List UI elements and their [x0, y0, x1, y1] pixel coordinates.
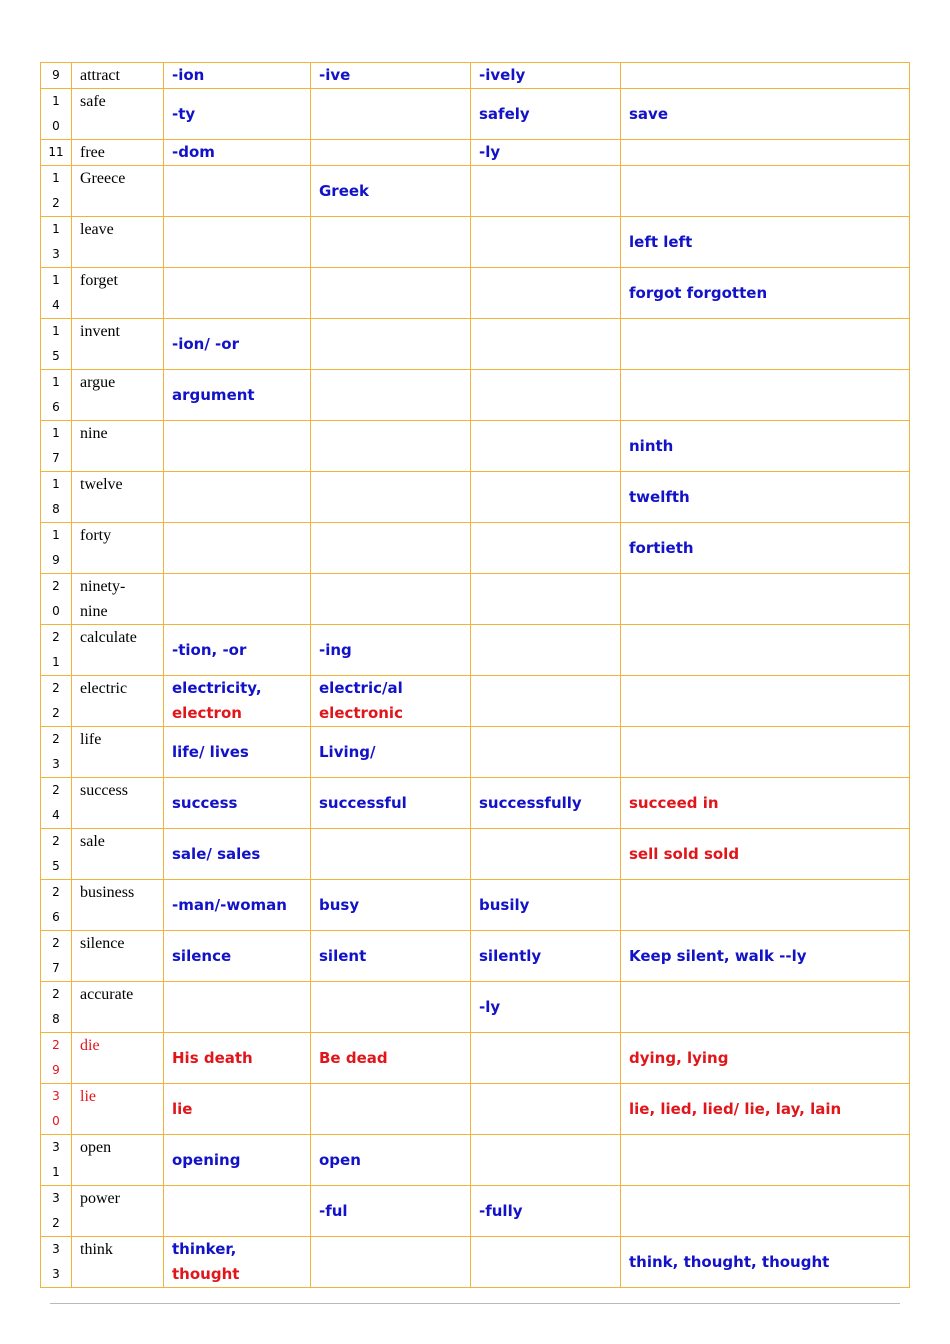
- base-word: open: [72, 1135, 164, 1186]
- row-number-digit: 3: [52, 757, 60, 771]
- form-cell-c1: [164, 472, 311, 523]
- form-cell-c1: [164, 1237, 311, 1288]
- row-number-digit: 4: [52, 808, 60, 822]
- row-number-digit: 1: [52, 1165, 60, 1179]
- row-number-digit: 3: [52, 1191, 60, 1205]
- table-row: [41, 268, 910, 319]
- row-number-digit: 3: [52, 1242, 60, 1256]
- row-number: [41, 1033, 72, 1084]
- form-cell-c4: [621, 140, 910, 166]
- footer-divider: [50, 1303, 900, 1304]
- form-cell-c3: [471, 676, 621, 727]
- form-text: -man/-woman: [172, 895, 287, 914]
- row-number-digit: 1: [52, 375, 60, 389]
- base-word: business: [72, 880, 164, 931]
- form-cell-c2: [311, 140, 471, 166]
- form-text: busily: [479, 895, 530, 914]
- form-text: Greek: [319, 181, 370, 200]
- form-cell-c3: [471, 268, 621, 319]
- form-cell-c1: [164, 1084, 311, 1135]
- form-cell-c2: [311, 778, 471, 829]
- base-word: argue: [72, 370, 164, 421]
- form-cell-c2: [311, 931, 471, 982]
- table-row: [41, 421, 910, 472]
- form-cell-c2: [311, 727, 471, 778]
- row-number-digit: 1: [52, 273, 60, 287]
- row-number: [41, 931, 72, 982]
- form-text: opening: [172, 1150, 241, 1169]
- form-text: left left: [629, 232, 693, 251]
- table-row: [41, 140, 910, 166]
- row-number-digit: 0: [52, 119, 60, 133]
- form-cell-c4: [621, 574, 910, 625]
- form-cell-c2: [311, 472, 471, 523]
- form-cell-c1: [164, 880, 311, 931]
- form-text: busy: [319, 895, 360, 914]
- base-word: power: [72, 1186, 164, 1237]
- row-number-digit: 9: [52, 553, 60, 567]
- form-cell-c2: [311, 421, 471, 472]
- row-number-digit: 2: [52, 834, 60, 848]
- base-word: think: [72, 1237, 164, 1288]
- form-cell-c4: [621, 1084, 910, 1135]
- row-number: [41, 89, 72, 140]
- table-row: [41, 625, 910, 676]
- form-text: -ly: [479, 997, 501, 1016]
- table-row: [41, 1237, 910, 1288]
- table-row: [41, 727, 910, 778]
- form-cell-c3: [471, 523, 621, 574]
- form-text: open: [319, 1150, 361, 1169]
- form-cell-c2: [311, 268, 471, 319]
- form-cell-c3: [471, 1084, 621, 1135]
- form-text-secondary: electron: [172, 704, 242, 722]
- table-row: [41, 829, 910, 880]
- row-number: [41, 1237, 72, 1288]
- row-number-digit: 3: [52, 1089, 60, 1103]
- form-cell-c3: [471, 217, 621, 268]
- row-number-digit: 6: [52, 910, 60, 924]
- form-text: thinker,: [172, 1240, 237, 1258]
- form-cell-c2: [311, 1033, 471, 1084]
- row-number-digit: 3: [52, 247, 60, 261]
- form-cell-c2: [311, 676, 471, 727]
- form-cell-c4: [621, 982, 910, 1033]
- form-cell-c3: [471, 727, 621, 778]
- table-row: [41, 1033, 910, 1084]
- row-number: [41, 880, 72, 931]
- row-number: [41, 625, 72, 676]
- row-number-digit: 2: [52, 579, 60, 593]
- form-cell-c3: [471, 421, 621, 472]
- form-text-secondary: thought: [172, 1265, 240, 1283]
- row-number-digit: 1: [52, 171, 60, 185]
- form-cell-c1: [164, 829, 311, 880]
- row-number: [41, 319, 72, 370]
- table-row: [41, 1186, 910, 1237]
- form-text: sale/ sales: [172, 844, 261, 863]
- row-number-digit: 2: [52, 885, 60, 899]
- form-cell-c2: [311, 1186, 471, 1237]
- form-cell-c3: [471, 880, 621, 931]
- form-text: twelfth: [629, 487, 690, 506]
- form-text: save: [629, 104, 669, 123]
- form-cell-c4: [621, 778, 910, 829]
- base-word: forty: [72, 523, 164, 574]
- form-cell-c1: [164, 140, 311, 166]
- form-cell-c1: [164, 625, 311, 676]
- form-cell-c1: [164, 89, 311, 140]
- base-word: nine: [72, 421, 164, 472]
- row-number-digit: 11: [48, 145, 64, 159]
- form-text: His death: [172, 1048, 253, 1067]
- form-cell-c1: [164, 1135, 311, 1186]
- row-number-digit: 2: [52, 732, 60, 746]
- base-word: forget: [72, 268, 164, 319]
- row-number-digit: 1: [52, 655, 60, 669]
- form-cell-c1: [164, 421, 311, 472]
- row-number: [41, 421, 72, 472]
- table-row: [41, 319, 910, 370]
- form-cell-c3: [471, 140, 621, 166]
- row-number: [41, 472, 72, 523]
- table-row: [41, 982, 910, 1033]
- row-number: [41, 676, 72, 727]
- form-cell-c4: [621, 268, 910, 319]
- form-cell-c2: [311, 89, 471, 140]
- form-text: -ing: [319, 640, 352, 659]
- form-cell-c3: [471, 63, 621, 89]
- base-word: safe: [72, 89, 164, 140]
- form-cell-c3: [471, 319, 621, 370]
- form-cell-c3: [471, 1033, 621, 1084]
- row-number: [41, 523, 72, 574]
- row-number-digit: 8: [52, 1012, 60, 1026]
- form-text-secondary: electronic: [319, 704, 403, 722]
- row-number-digit: 2: [52, 196, 60, 210]
- form-cell-c1: [164, 166, 311, 217]
- row-number-digit: 2: [52, 936, 60, 950]
- form-cell-c4: [621, 829, 910, 880]
- table-row: [41, 63, 910, 89]
- base-word: attract: [72, 63, 164, 89]
- row-number: [41, 982, 72, 1033]
- form-cell-c2: [311, 1084, 471, 1135]
- form-cell-c2: [311, 574, 471, 625]
- row-number-digit: 1: [52, 222, 60, 236]
- form-text: Be dead: [319, 1048, 388, 1067]
- form-text: Keep silent, walk --ly: [629, 946, 807, 965]
- form-text: lie: [172, 1099, 193, 1118]
- row-number-digit: 5: [52, 859, 60, 873]
- form-cell-c1: [164, 268, 311, 319]
- form-cell-c2: [311, 1135, 471, 1186]
- row-number: [41, 1186, 72, 1237]
- row-number-digit: 1: [52, 94, 60, 108]
- form-cell-c1: [164, 931, 311, 982]
- base-word: twelve: [72, 472, 164, 523]
- form-cell-c4: [621, 1186, 910, 1237]
- form-cell-c1: [164, 370, 311, 421]
- row-number-digit: 7: [52, 961, 60, 975]
- base-word: sale: [72, 829, 164, 880]
- form-text: successful: [319, 793, 407, 812]
- form-cell-c3: [471, 625, 621, 676]
- form-cell-c2: [311, 880, 471, 931]
- row-number: [41, 166, 72, 217]
- form-text: argument: [172, 385, 255, 404]
- form-cell-c3: [471, 982, 621, 1033]
- row-number-digit: 9: [52, 1063, 60, 1077]
- form-cell-c4: [621, 727, 910, 778]
- row-number: [41, 727, 72, 778]
- row-number-digit: 6: [52, 400, 60, 414]
- row-number-digit: 3: [52, 1140, 60, 1154]
- form-cell-c1: [164, 1186, 311, 1237]
- table-row: [41, 1135, 910, 1186]
- row-number-digit: 3: [52, 1267, 60, 1281]
- form-cell-c4: [621, 370, 910, 421]
- form-cell-c2: [311, 829, 471, 880]
- table-row: [41, 931, 910, 982]
- table-row: [41, 676, 910, 727]
- form-cell-c4: [621, 472, 910, 523]
- base-word: Greece: [72, 166, 164, 217]
- base-word: electric: [72, 676, 164, 727]
- form-cell-c3: [471, 829, 621, 880]
- form-cell-c2: [311, 370, 471, 421]
- row-number-digit: 0: [52, 1114, 60, 1128]
- base-word: free: [72, 140, 164, 166]
- row-number-digit: 8: [52, 502, 60, 516]
- form-cell-c4: [621, 217, 910, 268]
- base-word: success: [72, 778, 164, 829]
- row-number: [41, 778, 72, 829]
- form-text: Living/: [319, 742, 376, 761]
- form-cell-c1: [164, 982, 311, 1033]
- form-text: dying, lying: [629, 1048, 729, 1067]
- table-row: [41, 370, 910, 421]
- form-cell-c4: [621, 625, 910, 676]
- row-number: [41, 370, 72, 421]
- form-text: lie, lied, lied/ lie, lay, lain: [629, 1099, 842, 1118]
- base-word: ninety- nine: [72, 574, 164, 625]
- form-cell-c4: [621, 89, 910, 140]
- form-cell-c1: [164, 523, 311, 574]
- row-number: [41, 217, 72, 268]
- row-number-digit: 2: [52, 630, 60, 644]
- form-text: silent: [319, 946, 367, 965]
- row-number-digit: 4: [52, 298, 60, 312]
- form-cell-c1: [164, 319, 311, 370]
- form-cell-c3: [471, 931, 621, 982]
- form-cell-c1: [164, 727, 311, 778]
- base-word: silence: [72, 931, 164, 982]
- form-text: success: [172, 793, 238, 812]
- form-text: sell sold sold: [629, 844, 740, 863]
- base-word: calculate: [72, 625, 164, 676]
- base-word: accurate: [72, 982, 164, 1033]
- table-row: [41, 523, 910, 574]
- form-cell-c4: [621, 1033, 910, 1084]
- form-text: -ion/ -or: [172, 334, 239, 353]
- form-text: forgot forgotten: [629, 283, 768, 302]
- form-cell-c4: [621, 319, 910, 370]
- row-number-digit: 2: [52, 987, 60, 1001]
- form-cell-c2: [311, 63, 471, 89]
- table-row: [41, 166, 910, 217]
- form-cell-c3: [471, 1237, 621, 1288]
- form-cell-c3: [471, 370, 621, 421]
- form-cell-c4: [621, 421, 910, 472]
- form-cell-c4: [621, 931, 910, 982]
- form-cell-c3: [471, 778, 621, 829]
- word-forms-table: [40, 62, 910, 1288]
- row-number: [41, 268, 72, 319]
- form-text: -tion, -or: [172, 640, 247, 659]
- form-text: -dom: [172, 143, 215, 161]
- form-cell-c1: [164, 63, 311, 89]
- row-number-digit: 2: [52, 783, 60, 797]
- form-cell-c3: [471, 472, 621, 523]
- form-text: silently: [479, 946, 542, 965]
- form-cell-c1: [164, 778, 311, 829]
- form-text: electricity,: [172, 679, 262, 697]
- form-cell-c2: [311, 319, 471, 370]
- form-text: safely: [479, 104, 530, 123]
- form-text: life/ lives: [172, 742, 249, 761]
- form-text: electric/al: [319, 679, 403, 697]
- form-text: -ty: [172, 104, 196, 123]
- form-text: -ly: [479, 143, 501, 161]
- row-number-digit: 0: [52, 604, 60, 618]
- row-number: [41, 1084, 72, 1135]
- base-word: lie: [72, 1084, 164, 1135]
- form-cell-c2: [311, 166, 471, 217]
- form-cell-c4: [621, 166, 910, 217]
- row-number-digit: 2: [52, 1038, 60, 1052]
- form-text: think, thought, thought: [629, 1252, 830, 1271]
- form-cell-c4: [621, 63, 910, 89]
- form-cell-c2: [311, 625, 471, 676]
- base-word: leave: [72, 217, 164, 268]
- base-word: life: [72, 727, 164, 778]
- form-text: -ive: [319, 66, 351, 84]
- form-cell-c1: [164, 217, 311, 268]
- row-number-digit: 2: [52, 1216, 60, 1230]
- form-text: -ful: [319, 1201, 348, 1220]
- form-cell-c3: [471, 89, 621, 140]
- form-text: silence: [172, 946, 232, 965]
- form-text: fortieth: [629, 538, 694, 557]
- form-cell-c3: [471, 574, 621, 625]
- form-text: succeed in: [629, 793, 719, 812]
- row-number-digit: 1: [52, 477, 60, 491]
- form-cell-c4: [621, 523, 910, 574]
- form-text: -ion: [172, 66, 205, 84]
- form-text: -fully: [479, 1201, 523, 1220]
- form-cell-c2: [311, 982, 471, 1033]
- row-number-digit: 9: [52, 68, 60, 82]
- row-number-digit: 5: [52, 349, 60, 363]
- form-cell-c4: [621, 1135, 910, 1186]
- form-cell-c3: [471, 1135, 621, 1186]
- row-number: [41, 574, 72, 625]
- form-cell-c4: [621, 1237, 910, 1288]
- form-cell-c2: [311, 1237, 471, 1288]
- row-number: [41, 1135, 72, 1186]
- form-cell-c4: [621, 676, 910, 727]
- row-number: [41, 140, 72, 166]
- table-row: [41, 472, 910, 523]
- row-number: [41, 829, 72, 880]
- row-number-digit: 2: [52, 681, 60, 695]
- table-row: [41, 574, 910, 625]
- form-cell-c2: [311, 217, 471, 268]
- form-cell-c1: [164, 574, 311, 625]
- row-number-digit: 1: [52, 324, 60, 338]
- form-cell-c3: [471, 1186, 621, 1237]
- row-number-digit: 1: [52, 528, 60, 542]
- base-word: invent: [72, 319, 164, 370]
- table-row: [41, 778, 910, 829]
- row-number-digit: 2: [52, 706, 60, 720]
- table-row: [41, 880, 910, 931]
- form-cell-c2: [311, 523, 471, 574]
- form-cell-c3: [471, 166, 621, 217]
- form-text: -ively: [479, 66, 526, 84]
- row-number-digit: 1: [52, 426, 60, 440]
- table-row: [41, 217, 910, 268]
- form-text: successfully: [479, 793, 582, 812]
- table-row: [41, 89, 910, 140]
- table-row: [41, 1084, 910, 1135]
- base-word: die: [72, 1033, 164, 1084]
- form-cell-c4: [621, 880, 910, 931]
- form-cell-c1: [164, 676, 311, 727]
- form-text: ninth: [629, 436, 674, 455]
- form-cell-c1: [164, 1033, 311, 1084]
- row-number-digit: 7: [52, 451, 60, 465]
- row-number: [41, 63, 72, 89]
